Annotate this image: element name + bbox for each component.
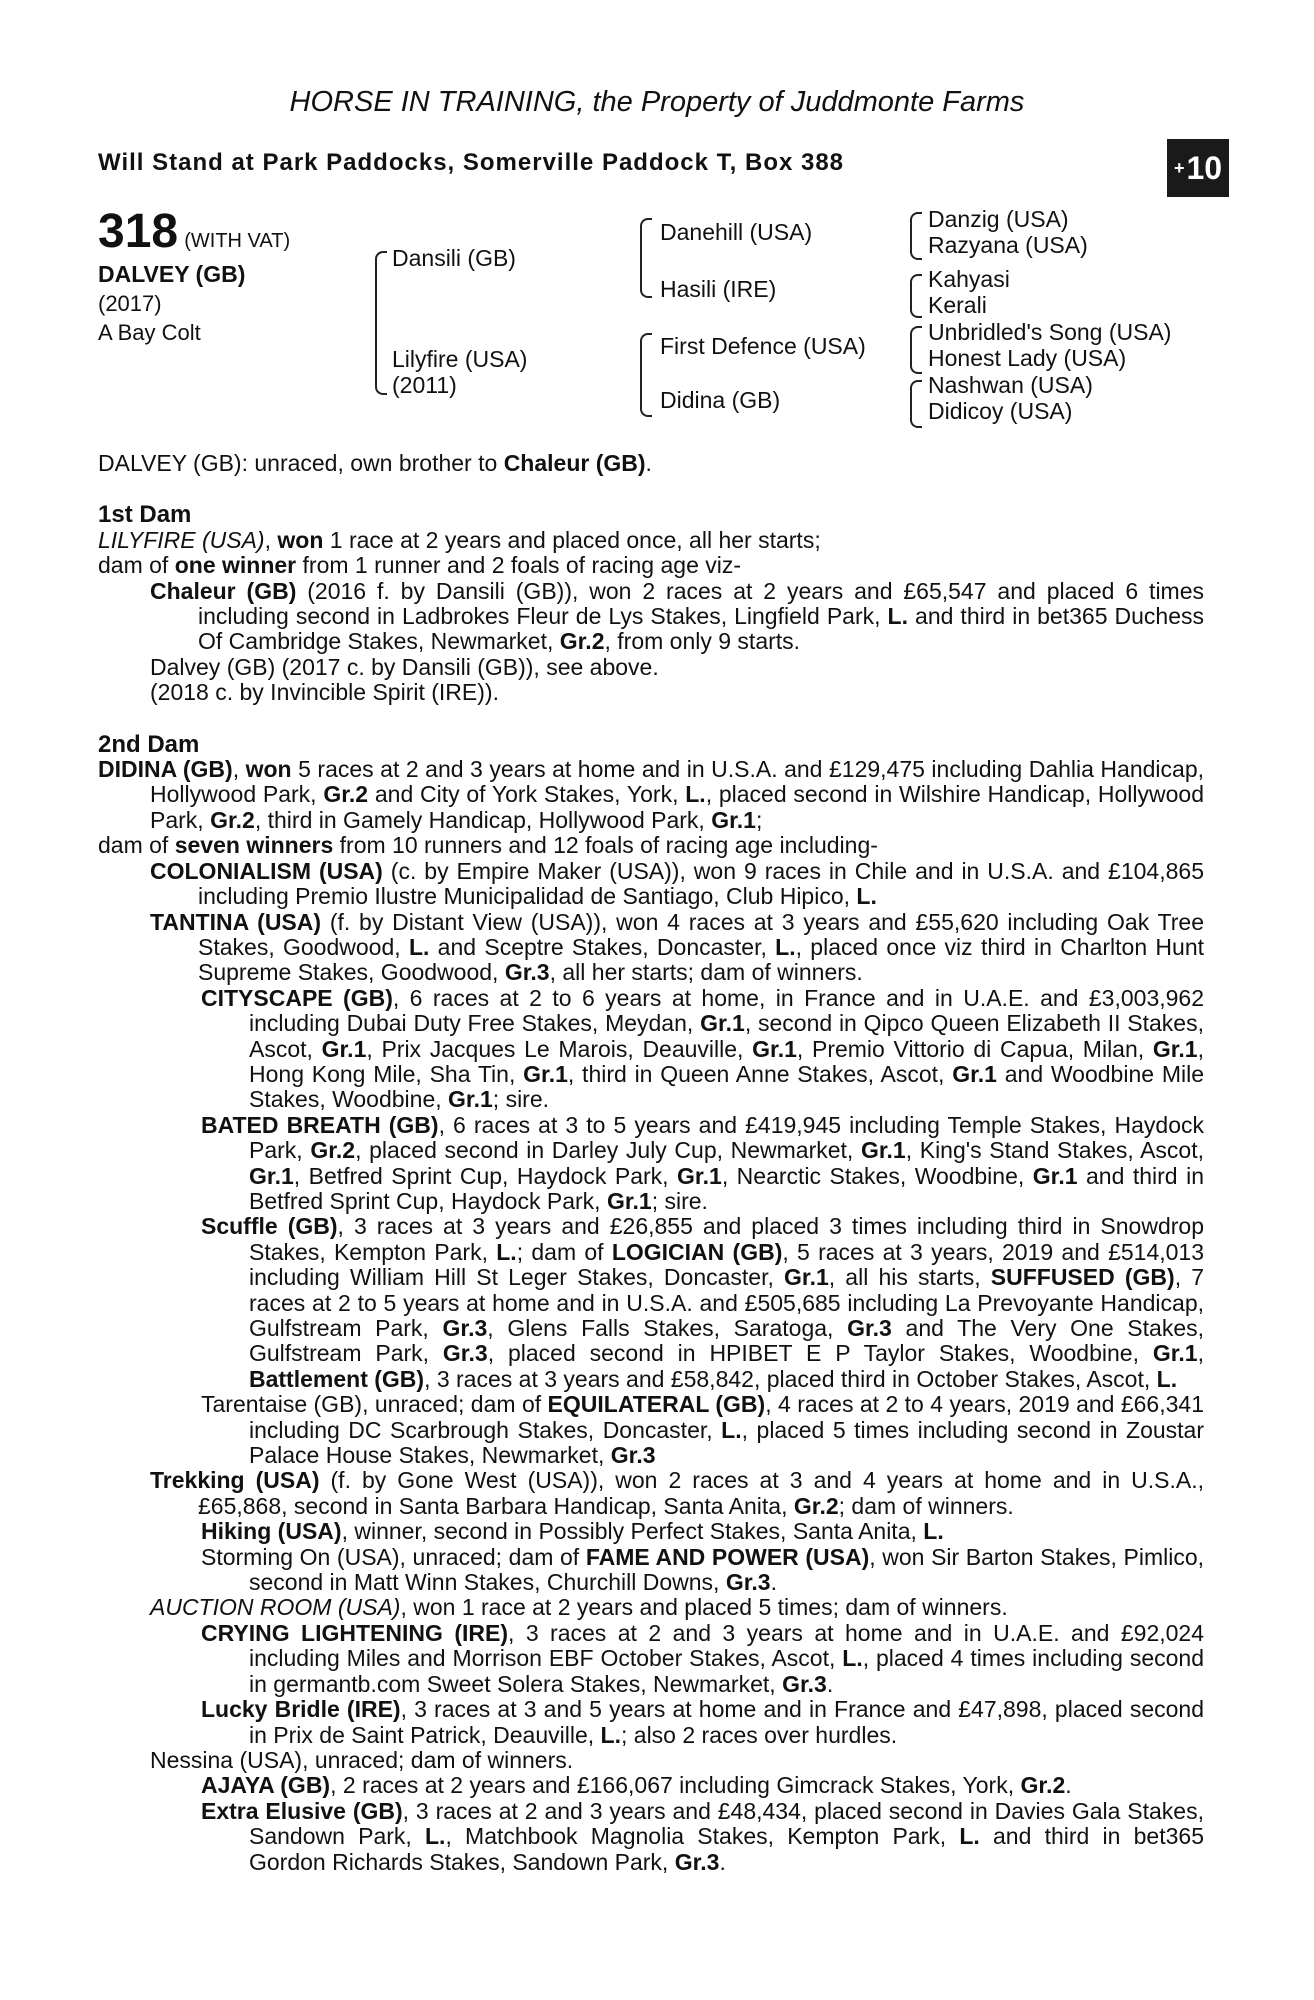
ped-g6: Honest Lady (USA)	[928, 345, 1127, 371]
page-title: HORSE IN TRAINING, the Property of Juddmonte Farms	[289, 86, 1025, 118]
ped-g7: Nashwan (USA)	[928, 372, 1093, 398]
produce-tarentaise: Tarentaise (GB), unraced; dam of EQUILATERAL (GB), 4 races at 2 to 4 years, 2019 and £66,341 including DC Scarbrough Stakes, Doncaster, L., placed 5 times including second in Zoustar Palace House Stakes, Newmarket, Gr.3	[201, 1391, 1204, 1469]
horse-year: (2017)	[98, 291, 162, 316]
ped-g2: Razyana (USA)	[928, 232, 1088, 258]
second-dam-record: DIDINA (GB), won 5 races at 2 and 3 years at home and in U.S.A. and £129,475 including Dahlia Handicap, Hollywood Park, Gr.2 and City of York Stakes, York, L., placed second in Wilshire Handicap, Hollywood Park, Gr.2, third in Gamely Handicap, Hollywood Park, Gr.1;	[98, 756, 1205, 833]
lot-badge	[1167, 139, 1229, 197]
ped-g4: Kerali	[928, 292, 987, 318]
produce-2018: (2018 c. by Invincible Spirit (IRE)).	[150, 679, 499, 706]
ped-dam: Lilyfire (USA)	[392, 346, 528, 372]
ped-sire-dam: Hasili (IRE)	[660, 276, 777, 302]
lot-info	[98, 204, 290, 347]
vat-note: (WITH VAT)	[184, 230, 291, 252]
stand-location: Will Stand at Park Paddocks, Somerville Paddock T, Box 388	[98, 149, 845, 176]
ped-dam-year: (2011)	[392, 372, 457, 398]
produce-nessina: Nessina (USA), unraced; dam of winners.	[150, 1746, 574, 1773]
produce-storming-on: Storming On (USA), unraced; dam of FAME AND POWER (USA), won Sir Barton Stakes, Pimlico, second in Matt Winn Stakes, Churchill Downs, Gr.3.	[201, 1543, 1204, 1596]
second-dam-produce: dam of seven winners from 10 runners and 12 foals of racing age including-	[98, 832, 878, 859]
produce-lucky-bridle: Lucky Bridle (IRE), 3 races at 3 and 5 years at home and in France and £47,898, placed second in Prix de Saint Patrick, Deauville, L.; also 2 races over hurdles.	[201, 1696, 1204, 1748]
brace-3c	[910, 326, 922, 374]
produce-trekking: Trekking (USA) (f. by Gone West (USA)), won 2 races at 3 and 4 years at home and in U.S.A., £65,868, second in Santa Barbara Handicap, Santa Anita, Gr.2; dam of winners.	[150, 1467, 1204, 1519]
produce-tantina: TANTINA (USA) (f. by Distant View (USA)), won 4 races at 3 years and £55,620 including Oak Tree Stakes, Goodwood, L. and Sceptre Stakes, Doncaster, L., placed once viz third in Charlton Hunt Supreme Stakes, Goodwood, Gr.3, all her starts; dam of winners.	[150, 908, 1205, 986]
produce-ajaya: AJAYA (GB), 2 races at 2 years and £166,067 including Gimcrack Stakes, York, Gr.2.	[201, 1772, 1072, 1799]
ped-dam-dam: Didina (GB)	[660, 387, 781, 413]
ped-sire: Dansili (GB)	[392, 245, 516, 271]
intro-line: DALVEY (GB): unraced, own brother to Chaleur (GB).	[98, 450, 652, 476]
badge-number: 10	[1186, 149, 1223, 186]
brace-2a	[640, 218, 652, 298]
first-dam-record: LILYFIRE (USA), won 1 race at 2 years and placed once, all her starts;	[98, 526, 821, 553]
brace-3d	[910, 380, 922, 428]
produce-cityscape: CITYSCAPE (GB), 6 races at 2 to 6 years at home, in France and in U.A.E. and £3,003,962 including Dubai Duty Free Stakes, Meydan, Gr.1, second in Qipco Queen Elizabeth II Stakes, Ascot, Gr.1, Prix Jacques Le Marois, Deauville, Gr.1, Premio Vittorio di Capua, Milan, Gr.1, Hong Kong Mile, Sha Tin, Gr.1, third in Queen Anne Stakes, Ascot, Gr.1 and Woodbine Mile Stakes, Woodbine, Gr.1; sire.	[201, 984, 1204, 1113]
horse-description: A Bay Colt	[98, 320, 201, 345]
ped-g1: Danzig (USA)	[928, 206, 1069, 232]
ped-g8: Didicoy (USA)	[928, 398, 1073, 424]
produce-extra-elusive: Extra Elusive (GB), 3 races at 2 and 3 years and £48,434, placed second in Davies Gala Stakes, Sandown Park, L., Matchbook Magnolia Stakes, Kempton Park, L. and third in bet365 Gordon Richards Stakes, Sandown Park, Gr.3.	[201, 1797, 1204, 1875]
first-dam-produce: dam of one winner from 1 runner and 2 foals of racing age viz-	[98, 552, 742, 579]
produce-hiking: Hiking (USA), winner, second in Possibly Perfect Stakes, Santa Anita, L.	[201, 1518, 944, 1545]
produce-crying-lightening: CRYING LIGHTENING (IRE), 3 races at 2 and 3 years at home and in U.A.E. and £92,024 including Miles and Morrison EBF October Stakes, Ascot, L., placed 4 times including second in germantb.com Sweet Solera Stakes, Newmarket, Gr.3.	[201, 1619, 1205, 1697]
produce-colonialism: COLONIALISM (USA) (c. by Empire Maker (USA)), won 9 races in Chile and in U.S.A. and £104,865 including Premio Ilustre Municipalidad de Santiago, Club Hipico, L.	[150, 857, 1204, 910]
catalogue-body	[98, 451, 1204, 1875]
brace-3a	[910, 212, 922, 260]
produce-scuffle: Scuffle (GB), 3 races at 3 years and £26,855 and placed 3 times including third in Snowdrop Stakes, Kempton Park, L.; dam of LOGICIAN (GB), 5 races at 3 years, 2019 and £514,013 including William Hill St Leger Stakes, Doncaster, Gr.1, all his starts, SUFFUSED (GB), 7 races at 2 to 5 years at home and in U.S.A. and £505,685 including La Prevoyante Handicap, Gulfstream Park, Gr.3, Glens Falls Stakes, Saratoga, Gr.3 and The Very One Stakes, Gulfstream Park, Gr.3, placed second in HPIBET E P Taylor Stakes, Woodbine, Gr.1, Battlement (GB), 3 races at 3 years and £58,842, placed third in October Stakes, Ascot, L.	[201, 1213, 1205, 1392]
produce-chaleur: Chaleur (GB) (2016 f. by Dansili (GB)), won 2 races at 2 years and £65,547 and placed 6 times including second in Ladbrokes Fleur de Lys Stakes, Lingfield Park, L. and third in bet365 Duchess Of Cambridge Stakes, Newmarket, Gr.2, from only 9 starts.	[150, 577, 1205, 655]
ped-g3: Kahyasi	[928, 266, 1010, 292]
badge-plus: +	[1173, 157, 1185, 178]
brace-2b	[640, 333, 652, 417]
horse-name: DALVEY (GB)	[98, 261, 246, 287]
produce-dalvey: Dalvey (GB) (2017 c. by Dansili (GB)), see above.	[150, 653, 659, 680]
produce-bated-breath: BATED BREATH (GB), 6 races at 3 to 5 years and £419,945 including Temple Stakes, Haydock Park, Gr.2, placed second in Darley July Cup, Newmarket, Gr.1, King's Stand Stakes, Ascot, Gr.1, Betfred Sprint Cup, Haydock Park, Gr.1, Nearctic Stakes, Woodbine, Gr.1 and third in Betfred Sprint Cup, Haydock Park, Gr.1; sire.	[201, 1111, 1204, 1214]
second-dam-heading: 2nd Dam	[98, 730, 200, 758]
lot-number: 318	[98, 205, 179, 258]
ped-dam-sire: First Defence (USA)	[660, 333, 866, 359]
ped-g5: Unbridled's Song (USA)	[928, 319, 1172, 345]
brace-3b	[910, 274, 922, 318]
produce-auction-room: AUCTION ROOM (USA), won 1 race at 2 years and placed 5 times; dam of winners.	[150, 1594, 1008, 1621]
brace-1	[375, 251, 387, 395]
ped-sire-sire: Danehill (USA)	[660, 219, 813, 245]
first-dam-heading: 1st Dam	[98, 501, 192, 529]
